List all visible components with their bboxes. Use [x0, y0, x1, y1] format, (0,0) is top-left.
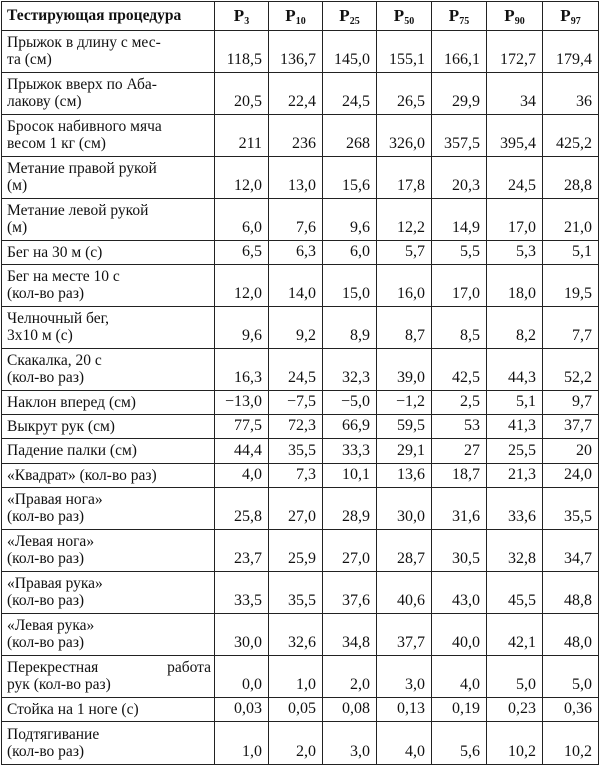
table-row — [2, 348, 599, 390]
procedure-label-line: Метание правой рукой — [7, 160, 157, 178]
value-cell: 5,3 — [487, 240, 543, 264]
value-cell: 0,08 — [323, 697, 377, 721]
value-cell: 5,7 — [377, 240, 432, 264]
percentile-header — [215, 2, 269, 31]
value-cell: 1,0 — [215, 721, 269, 764]
value-cell: 15,6 — [323, 156, 377, 198]
percentile-subscript: 97 — [570, 15, 581, 27]
value-cell: 17,8 — [377, 156, 432, 198]
value-cell: 10,2 — [543, 721, 599, 764]
value-cell: 35,5 — [269, 571, 323, 613]
procedure-cell — [2, 264, 215, 306]
value-cell: 1,0 — [269, 655, 323, 697]
value-cell: 24,5 — [269, 348, 323, 390]
value-cell: 2,5 — [432, 390, 487, 414]
value-cell: 20,5 — [215, 72, 269, 114]
value-cell: 8,2 — [487, 306, 543, 348]
table-row — [2, 463, 599, 487]
percentile-subscript: 3 — [244, 15, 250, 27]
procedure-cell — [2, 114, 215, 156]
value-cell: 5,1 — [543, 240, 599, 264]
procedure-label-line: Бег на месте 10 с — [7, 268, 120, 286]
value-cell: 27,0 — [269, 487, 323, 529]
value-cell: 34 — [487, 72, 543, 114]
value-cell: 166,1 — [432, 31, 487, 73]
value-cell: 29,9 — [432, 72, 487, 114]
table-row — [2, 31, 599, 73]
table-row — [2, 721, 599, 764]
percentile-letter: P — [560, 5, 571, 25]
value-cell: 0,05 — [269, 697, 323, 721]
value-cell: 39,0 — [377, 348, 432, 390]
value-cell: 179,4 — [543, 31, 599, 73]
value-cell: 5,0 — [487, 655, 543, 697]
procedure-header: Тестирующая процедура — [2, 2, 215, 31]
value-cell: 13,6 — [377, 463, 432, 487]
value-cell: 72,3 — [269, 415, 323, 439]
value-cell: 3,0 — [323, 721, 377, 764]
procedure-label-line: весом 1 кг (см) — [7, 135, 106, 153]
value-cell: 8,7 — [377, 306, 432, 348]
value-cell: 0,36 — [543, 697, 599, 721]
value-cell: 14,9 — [432, 198, 487, 240]
percentile-header — [377, 2, 432, 31]
value-cell: 52,2 — [543, 348, 599, 390]
percentile-subscript: 10 — [295, 15, 306, 27]
value-cell: 15,0 — [323, 264, 377, 306]
value-cell: 172,7 — [487, 31, 543, 73]
procedure-label-line: (кол-во раз) — [7, 742, 85, 760]
value-cell: 4,0 — [432, 655, 487, 697]
table-row — [2, 114, 599, 156]
value-cell: 35,5 — [269, 439, 323, 463]
value-cell: 6,0 — [323, 240, 377, 264]
value-cell: 18,0 — [487, 264, 543, 306]
value-cell: 21,3 — [487, 463, 543, 487]
value-cell: 28,7 — [377, 529, 432, 571]
value-cell: 0,19 — [432, 697, 487, 721]
procedure-label-line: Бег на 30 м (с) — [7, 243, 103, 261]
percentile-subscript: 50 — [404, 15, 415, 27]
table-row — [2, 415, 599, 439]
procedure-cell — [2, 156, 215, 198]
procedure-label-line: 3х10 м (с) — [7, 327, 73, 345]
value-cell: 34,8 — [323, 613, 377, 655]
value-cell: 25,8 — [215, 487, 269, 529]
value-cell: 9,7 — [543, 390, 599, 414]
percentile-header — [487, 2, 543, 31]
percentile-letter: P — [448, 5, 460, 25]
value-cell: 5,1 — [487, 390, 543, 414]
value-cell: 6,5 — [215, 240, 269, 264]
procedure-label-word: Перекрестная — [7, 659, 99, 677]
table-row — [2, 198, 599, 240]
value-cell: 44,4 — [215, 439, 269, 463]
table-row — [2, 439, 599, 463]
value-cell: 48,8 — [543, 571, 599, 613]
value-cell: 145,0 — [323, 31, 377, 73]
value-cell: 37,6 — [323, 571, 377, 613]
value-cell: 7,3 — [269, 463, 323, 487]
table-row — [2, 571, 599, 613]
value-cell: 21,0 — [543, 198, 599, 240]
value-cell: 37,7 — [377, 613, 432, 655]
procedure-label-word: работа — [167, 659, 211, 677]
value-cell: 0,23 — [487, 697, 543, 721]
value-cell: 13,0 — [269, 156, 323, 198]
procedure-cell — [2, 721, 215, 764]
value-cell: 136,7 — [269, 31, 323, 73]
value-cell: −1,2 — [377, 390, 432, 414]
value-cell: −13,0 — [215, 390, 269, 414]
value-cell: 25,5 — [487, 439, 543, 463]
table-row — [2, 240, 599, 264]
percentile-letter: P — [233, 5, 245, 25]
value-cell: 25,9 — [269, 529, 323, 571]
value-cell: 77,5 — [215, 415, 269, 439]
value-cell: 17,0 — [487, 198, 543, 240]
value-cell: 326,0 — [377, 114, 432, 156]
value-cell: 27 — [432, 439, 487, 463]
value-cell: 12,0 — [215, 264, 269, 306]
procedure-label-line: «Правая рука» — [7, 575, 103, 593]
value-cell: 7,7 — [543, 306, 599, 348]
value-cell: 31,6 — [432, 487, 487, 529]
procedure-label-line: (кол-во раз) — [7, 285, 85, 303]
value-cell: 20 — [543, 439, 599, 463]
procedure-cell — [2, 306, 215, 348]
table-header — [2, 2, 599, 31]
table-row — [2, 487, 599, 529]
percentile-header — [543, 2, 599, 31]
procedure-label-line: (м) — [7, 177, 28, 195]
value-cell: 59,5 — [377, 415, 432, 439]
percentile-header — [269, 2, 323, 31]
percentile-letter: P — [339, 5, 350, 25]
value-cell: 27,0 — [323, 529, 377, 571]
percentile-letter: P — [504, 5, 515, 25]
table-row — [2, 72, 599, 114]
value-cell: 12,0 — [215, 156, 269, 198]
table-row — [2, 306, 599, 348]
value-cell: 6,3 — [269, 240, 323, 264]
procedure-label-line: «Левая нога» — [7, 533, 95, 551]
header-row — [2, 2, 599, 31]
procedure-label-line: Прыжок в длину с мес- — [7, 34, 161, 52]
value-cell: 45,5 — [487, 571, 543, 613]
procedure-label-line: Скакалка, 20 с — [7, 352, 102, 370]
value-cell: −5,0 — [323, 390, 377, 414]
procedure-label-line — [7, 659, 211, 676]
value-cell: 0,13 — [377, 697, 432, 721]
value-cell: 5,0 — [543, 655, 599, 697]
value-cell: 17,0 — [432, 264, 487, 306]
table-row — [2, 264, 599, 306]
procedure-label-line: Прыжок вверх по Аба- — [7, 76, 157, 94]
procedure-label-line: «Квадрат» (кол-во раз) — [7, 466, 157, 484]
percentile-subscript: 90 — [514, 15, 525, 27]
value-cell: 16,0 — [377, 264, 432, 306]
value-cell: 155,1 — [377, 31, 432, 73]
procedure-label-line: та (см) — [7, 51, 52, 69]
value-cell: 30,5 — [432, 529, 487, 571]
value-cell: 66,9 — [323, 415, 377, 439]
value-cell: 42,1 — [487, 613, 543, 655]
procedure-label-line: Стойка на 1 ноге (с) — [7, 700, 139, 718]
value-cell: 18,7 — [432, 463, 487, 487]
procedure-label-line: Выкрут рук (см) — [7, 418, 115, 436]
value-cell: 29,1 — [377, 439, 432, 463]
value-cell: 12,2 — [377, 198, 432, 240]
value-cell: 211 — [215, 114, 269, 156]
procedure-cell — [2, 72, 215, 114]
value-cell: 10,2 — [487, 721, 543, 764]
value-cell: 53 — [432, 415, 487, 439]
table-row — [2, 655, 599, 697]
procedure-cell — [2, 697, 215, 721]
procedure-cell — [2, 31, 215, 73]
value-cell: 30,0 — [215, 613, 269, 655]
value-cell: 7,6 — [269, 198, 323, 240]
value-cell: 236 — [269, 114, 323, 156]
value-cell: 28,8 — [543, 156, 599, 198]
table-body — [2, 31, 599, 765]
procedure-cell — [2, 198, 215, 240]
procedure-cell — [2, 415, 215, 439]
percentile-subscript: 75 — [459, 15, 470, 27]
value-cell: 23,7 — [215, 529, 269, 571]
value-cell: 48,0 — [543, 613, 599, 655]
procedure-cell — [2, 439, 215, 463]
table-row — [2, 697, 599, 721]
value-cell: 4,0 — [377, 721, 432, 764]
value-cell: 33,6 — [487, 487, 543, 529]
value-cell: 44,3 — [487, 348, 543, 390]
procedure-cell — [2, 390, 215, 414]
value-cell: 41,3 — [487, 415, 543, 439]
value-cell: 9,6 — [323, 198, 377, 240]
percentile-header — [323, 2, 377, 31]
value-cell: 32,6 — [269, 613, 323, 655]
value-cell: 9,2 — [269, 306, 323, 348]
procedure-label-line: (кол-во раз) — [7, 634, 85, 652]
procedure-label-line: Челночный бег, — [7, 310, 110, 328]
value-cell: 8,5 — [432, 306, 487, 348]
procedure-label-line: рук (кол-во раз) — [7, 676, 111, 694]
value-cell: 34,7 — [543, 529, 599, 571]
value-cell: 425,2 — [543, 114, 599, 156]
procedure-label-line: лакову (см) — [7, 93, 82, 111]
table-row — [2, 613, 599, 655]
value-cell: 42,5 — [432, 348, 487, 390]
procedure-cell — [2, 240, 215, 264]
value-cell: 0,0 — [215, 655, 269, 697]
value-cell: 28,9 — [323, 487, 377, 529]
value-cell: 16,3 — [215, 348, 269, 390]
value-cell: 14,0 — [269, 264, 323, 306]
procedure-label-line: Падение палки (см) — [7, 442, 137, 460]
value-cell: 3,0 — [377, 655, 432, 697]
value-cell: 24,5 — [487, 156, 543, 198]
value-cell: 395,4 — [487, 114, 543, 156]
value-cell: 0,03 — [215, 697, 269, 721]
procedure-cell — [2, 463, 215, 487]
value-cell: 37,7 — [543, 415, 599, 439]
value-cell: 33,5 — [215, 571, 269, 613]
procedure-label-line: (кол-во раз) — [7, 550, 85, 568]
procedure-label-line: Подтягивание — [7, 725, 100, 743]
table-row — [2, 390, 599, 414]
procedure-label-line: «Правая нога» — [7, 491, 103, 509]
value-cell: 9,6 — [215, 306, 269, 348]
value-cell: 357,5 — [432, 114, 487, 156]
procedure-label-line: Бросок набивного мяча — [7, 118, 162, 136]
value-cell: 19,5 — [543, 264, 599, 306]
value-cell: 5,6 — [432, 721, 487, 764]
percentile-header — [432, 2, 487, 31]
procedure-label-line: «Левая рука» — [7, 617, 95, 635]
percentile-subscript: 25 — [349, 15, 360, 27]
procedure-cell — [2, 487, 215, 529]
value-cell: 22,4 — [269, 72, 323, 114]
value-cell: 8,9 — [323, 306, 377, 348]
value-cell: 40,0 — [432, 613, 487, 655]
procedure-cell — [2, 348, 215, 390]
value-cell: 35,5 — [543, 487, 599, 529]
value-cell: 268 — [323, 114, 377, 156]
table-row — [2, 529, 599, 571]
procedure-cell — [2, 613, 215, 655]
procedure-cell — [2, 655, 215, 697]
procedure-label-line: (кол-во раз) — [7, 508, 85, 526]
table-row — [2, 156, 599, 198]
value-cell: −7,5 — [269, 390, 323, 414]
value-cell: 10,1 — [323, 463, 377, 487]
percentile-table — [1, 1, 599, 765]
value-cell: 6,0 — [215, 198, 269, 240]
value-cell: 33,3 — [323, 439, 377, 463]
value-cell: 40,6 — [377, 571, 432, 613]
value-cell: 2,0 — [269, 721, 323, 764]
value-cell: 2,0 — [323, 655, 377, 697]
value-cell: 36 — [543, 72, 599, 114]
value-cell: 118,5 — [215, 31, 269, 73]
procedure-label-line: (кол-во раз) — [7, 369, 85, 387]
value-cell: 32,3 — [323, 348, 377, 390]
percentile-letter: P — [285, 5, 296, 25]
value-cell: 4,0 — [215, 463, 269, 487]
value-cell: 5,5 — [432, 240, 487, 264]
procedure-label-line: (кол-во раз) — [7, 592, 85, 610]
value-cell: 32,8 — [487, 529, 543, 571]
percentile-letter: P — [393, 5, 405, 25]
procedure-label-line: Наклон вперед (см) — [7, 393, 136, 411]
value-cell: 26,5 — [377, 72, 432, 114]
value-cell: 20,3 — [432, 156, 487, 198]
procedure-label-line: (м) — [7, 219, 28, 237]
procedure-label-line: Метание левой рукой — [7, 202, 149, 220]
value-cell: 24,5 — [323, 72, 377, 114]
value-cell: 30,0 — [377, 487, 432, 529]
value-cell: 43,0 — [432, 571, 487, 613]
value-cell: 24,0 — [543, 463, 599, 487]
procedure-cell — [2, 529, 215, 571]
procedure-cell — [2, 571, 215, 613]
